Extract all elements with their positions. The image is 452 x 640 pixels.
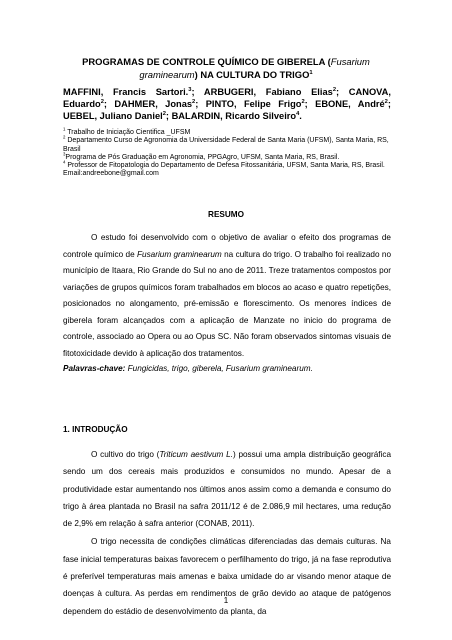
affiliation-item: $^2$ Departamento Curso de Agronomia da Universidade Federal de Santa Maria (UFSM), Santa Maria, RS, Brasil xyxy=(63,134,389,153)
intro-paragraph: O cultivo do trigo (Triticum aestivum L.) possui uma ampla distribuição geográfica sendo um dos cereais mais produzidos e consumidos no mundo. Apesar de a produtividade estar aumentando nos últimos anos assim como a demanda e consumo do trigo à área plantada no Brasil na safra 2011/12 é de 2.086,9 mil hectares, uma redução de 2,9% em relação à safra anterior (CONAB, 2011). xyxy=(63,450,392,529)
page-number: 1 xyxy=(223,596,229,605)
intro-body xyxy=(63,446,391,620)
affiliations xyxy=(63,126,391,179)
intro-heading: 1. INTRODUÇÃO xyxy=(63,425,128,434)
author-name: PINTO, Felipe Frigo xyxy=(205,99,302,109)
paper-title: PROGRAMAS DE CONTROLE QUÍMICO DE GIBERELA (Fusarium graminearum) NA CULTURA DO TRIGO$^1$ xyxy=(82,56,370,80)
affiliation-item: $^4$ Professor de Fitopatologia do Departamento de Defesa Fitossanitária, UFSM, Santa Maria, RS, Brasil. xyxy=(63,159,385,170)
intro-paragraph: O trigo necessita de condições climáticas diferenciadas das demais culturas. Na fase inicial temperaturas baixas favorecem o perfilhamento do trigo, já na fase reprodutiva é preferível temperaturas mais amenas e baixa umidade do ar visando menor ataque de doenças à cultura. As perdas em rendimentos de grão devido ao ataque de patógenos dependem do estádio de desenvolvimento da planta, da xyxy=(63,537,391,616)
author-name: EBONE, André xyxy=(315,99,385,109)
author-name: CANOVA, Eduardo xyxy=(63,87,391,109)
author-name: DAHMER, Jonas xyxy=(114,99,193,109)
author-name: MAFFINI, Francis Sartori. xyxy=(63,87,189,97)
affiliation-email: Email:andreebone@gmail.com xyxy=(63,170,159,178)
author-list: MAFFINI, Francis Sartori.$^3$; ARBUGERI, Fabiano Elias$^2$; CANOVA, Eduardo$^2$; DAHMER, Jonas$^2$; PINTO, Felipe Frigo$^2$; EBONE, André$^2$; UEBEL, Juliano Daniel$^2$; BALARDIN, Ricardo Silveiro$^4$. xyxy=(63,86,391,121)
affiliation-item: $^3$Programa de Pós Graduação em Agronomia, PPGAgro, UFSM, Santa Maria, RS, Brasil. xyxy=(63,151,340,161)
keywords: Palavras-chave: Fungicidas, trigo, giberela, Fusarium graminearum. xyxy=(63,364,313,373)
author-name: ARBUGERI, Fabiano Elias xyxy=(203,87,333,97)
resumo-paragraph: O estudo foi desenvolvido com o objetivo de avaliar o efeito dos programas de controle químico de Fusarium graminearum na cultura do trigo. O trabalho foi realizado no município de Itaara, Rio Grande do Sul no ano de 2011. Treze tratamentos compostos por variações de grupos químicos foram trabalhados em blocos ao acaso e quatro repetições, posicionados no alongamento, pré-emissão e florescimento. Os menores índices de giberela foram alcançados com a aplicação de Manzate no inicio do programa de controle, associado ao Opera ou ao Opus SC. Não foram observados sintomas visuais de fitotoxicidade devido à aplicação dos tratamentos. xyxy=(63,233,391,358)
keywords-label: Palavras-chave: xyxy=(63,364,126,373)
author-name: BALARDIN, Ricardo Silveiro xyxy=(171,111,297,121)
affiliation-item: $^1$ Trabalho de Iniciação Cientifica _UFSM xyxy=(63,126,191,136)
author-name: UEBEL, Juliano Daniel xyxy=(63,111,163,121)
resumo-heading: RESUMO xyxy=(208,210,244,219)
